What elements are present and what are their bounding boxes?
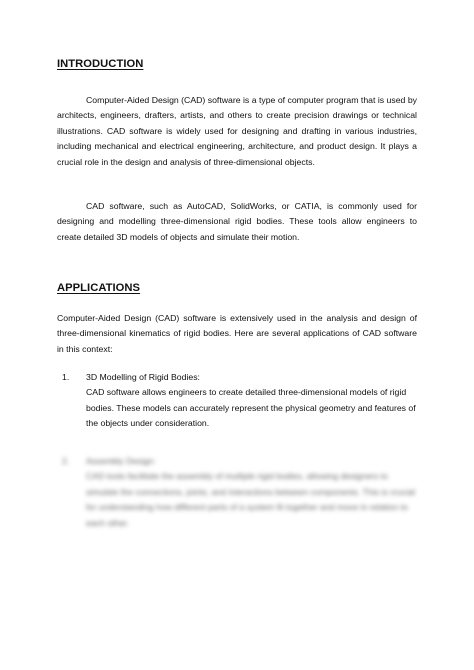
list-item-1-number: 1. [62,372,70,382]
introduction-paragraph-2: CAD software, such as AutoCAD, SolidWorks, or CATIA, is commonly used for designing and modelling three-dimensional rigid bodies. These tools allow engineers to create detailed 3D models of objects and simulate their motion. [57,201,417,242]
list-item-2-number: 2. [62,456,70,466]
list-item-2 [86,454,417,531]
list-item-1 [86,370,417,432]
applications-heading: APPLICATIONS [57,282,141,294]
list-item-1-title: 3D Modelling of Rigid Bodies: [86,372,200,382]
list-item-2-title: Assembly Design: [86,456,156,466]
list-item-2-body: CAD tools facilitate the assembly of multiple rigid bodies, allowing designers to simulate the connections, joints, and interactions between components. This is crucial for understanding how different parts of a system fit together and move in relation to each other. [86,471,416,528]
introduction-heading: INTRODUCTION [57,58,144,70]
introduction-paragraph-1: Computer-Aided Design (CAD) software is a type of computer program that is used by architects, engineers, drafters, artists, and others to create precision drawings or technical illustrations. CAD software is widely used for designing and drafting in various industries, including mechanical and electrical engineering, architecture, and product design. It plays a crucial role in the design and analysis of three-dimensional objects. [57,95,417,167]
list-item-1-body: CAD software allows engineers to create detailed three-dimensional models of rigid bodies. These models can accurately represent the physical geometry and features of the objects under consideration. [86,387,416,429]
applications-intro-paragraph: Computer-Aided Design (CAD) software is extensively used in the analysis and design of three-dimensional kinematics of rigid bodies. Here are several applications of CAD software in this context: [57,313,417,354]
